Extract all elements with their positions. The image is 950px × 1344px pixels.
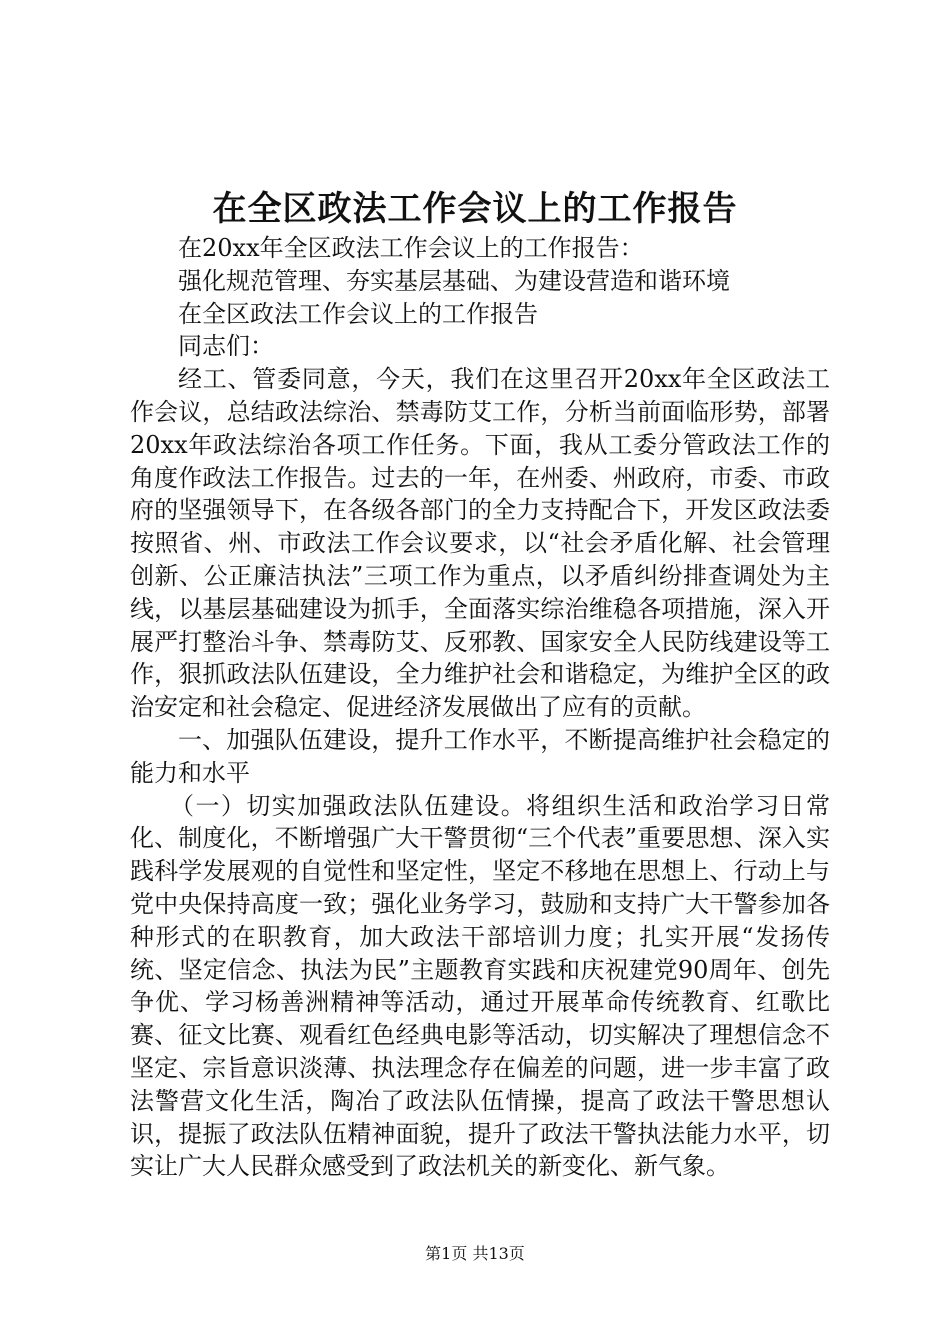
paragraph-salutation: 同志们：	[178, 332, 274, 361]
document-body	[130, 232, 830, 1183]
section-heading-1: 一、加强队伍建设，提升工作水平，不断提高维护社会稳定的能力和水平	[130, 725, 830, 787]
paragraph-report-heading: 在20xx年全区政法工作会议上的工作报告：	[178, 234, 644, 262]
paragraph-report-title: 在全区政法工作会议上的工作报告	[178, 299, 538, 328]
paragraph-introduction: 经工、管委同意，今天，我们在这里召开20xx年全区政法工作会议，总结政法综治、禁毒防艾工作，分析当前面临形势，部署20xx年政法综治各项工作任务。下面，我从工委分管政法工作的角度作政法工作报告。过去的一年，在州委、州政府，市委、市政府的坚强领导下，在各级各部门的全力支持配合下，开发区政法委按照省、州、市政法工作会议要求，以“社会矛盾化解、社会管理创新、公正廉洁执法”三项工作为重点，以矛盾纠纷排查调处为主线，以基层基础建设为抓手，全面落实综治维稳各项措施，深入开展严打整治斗争、禁毒防艾、反邪教、国家安全人民防线建设等工作，狠抓政法队伍建设，全力维护社会和谐稳定，为维护全区的政治安定和社会稳定、促进经济发展做出了应有的贡献。	[130, 365, 830, 722]
paragraph-subtitle: 强化规范管理、夯实基层基础、为建设营造和谐环境	[178, 266, 730, 295]
page-number: 第1页 共13页	[425, 1244, 525, 1263]
paragraph-subsection-1: （一）切实加强政法队伍建设。将组织生活和政治学习日常化、制度化，不断增强广大干警贯彻“三个代表”重要思想、深入实践科学发展观的自觉性和坚定性，坚定不移地在思想上、行动上与党中央保持高度一致；强化业务学习，鼓励和支持广大干警参加各种形式的在职教育，加大政法干部培训力度；扎实开展“发扬传统、坚定信念、执法为民”主题教育实践和庆祝建党90周年、创先争优、学习杨善洲精神等活动，通过开展革命传统教育、红歌比赛、征文比赛、观看红色经典电影等活动，切实解决了理想信念不坚定、宗旨意识淡薄、执法理念存在偏差的问题，进一步丰富了政法警营文化生活，陶冶了政法队伍情操，提高了政法干警思想认识，提振了政法队伍精神面貌，提升了政法干警执法能力水平，切实让广大人民群众感受到了政法机关的新变化、新气象。	[130, 791, 830, 1181]
document-title: 在全区政法工作会议上的工作报告	[212, 189, 738, 229]
